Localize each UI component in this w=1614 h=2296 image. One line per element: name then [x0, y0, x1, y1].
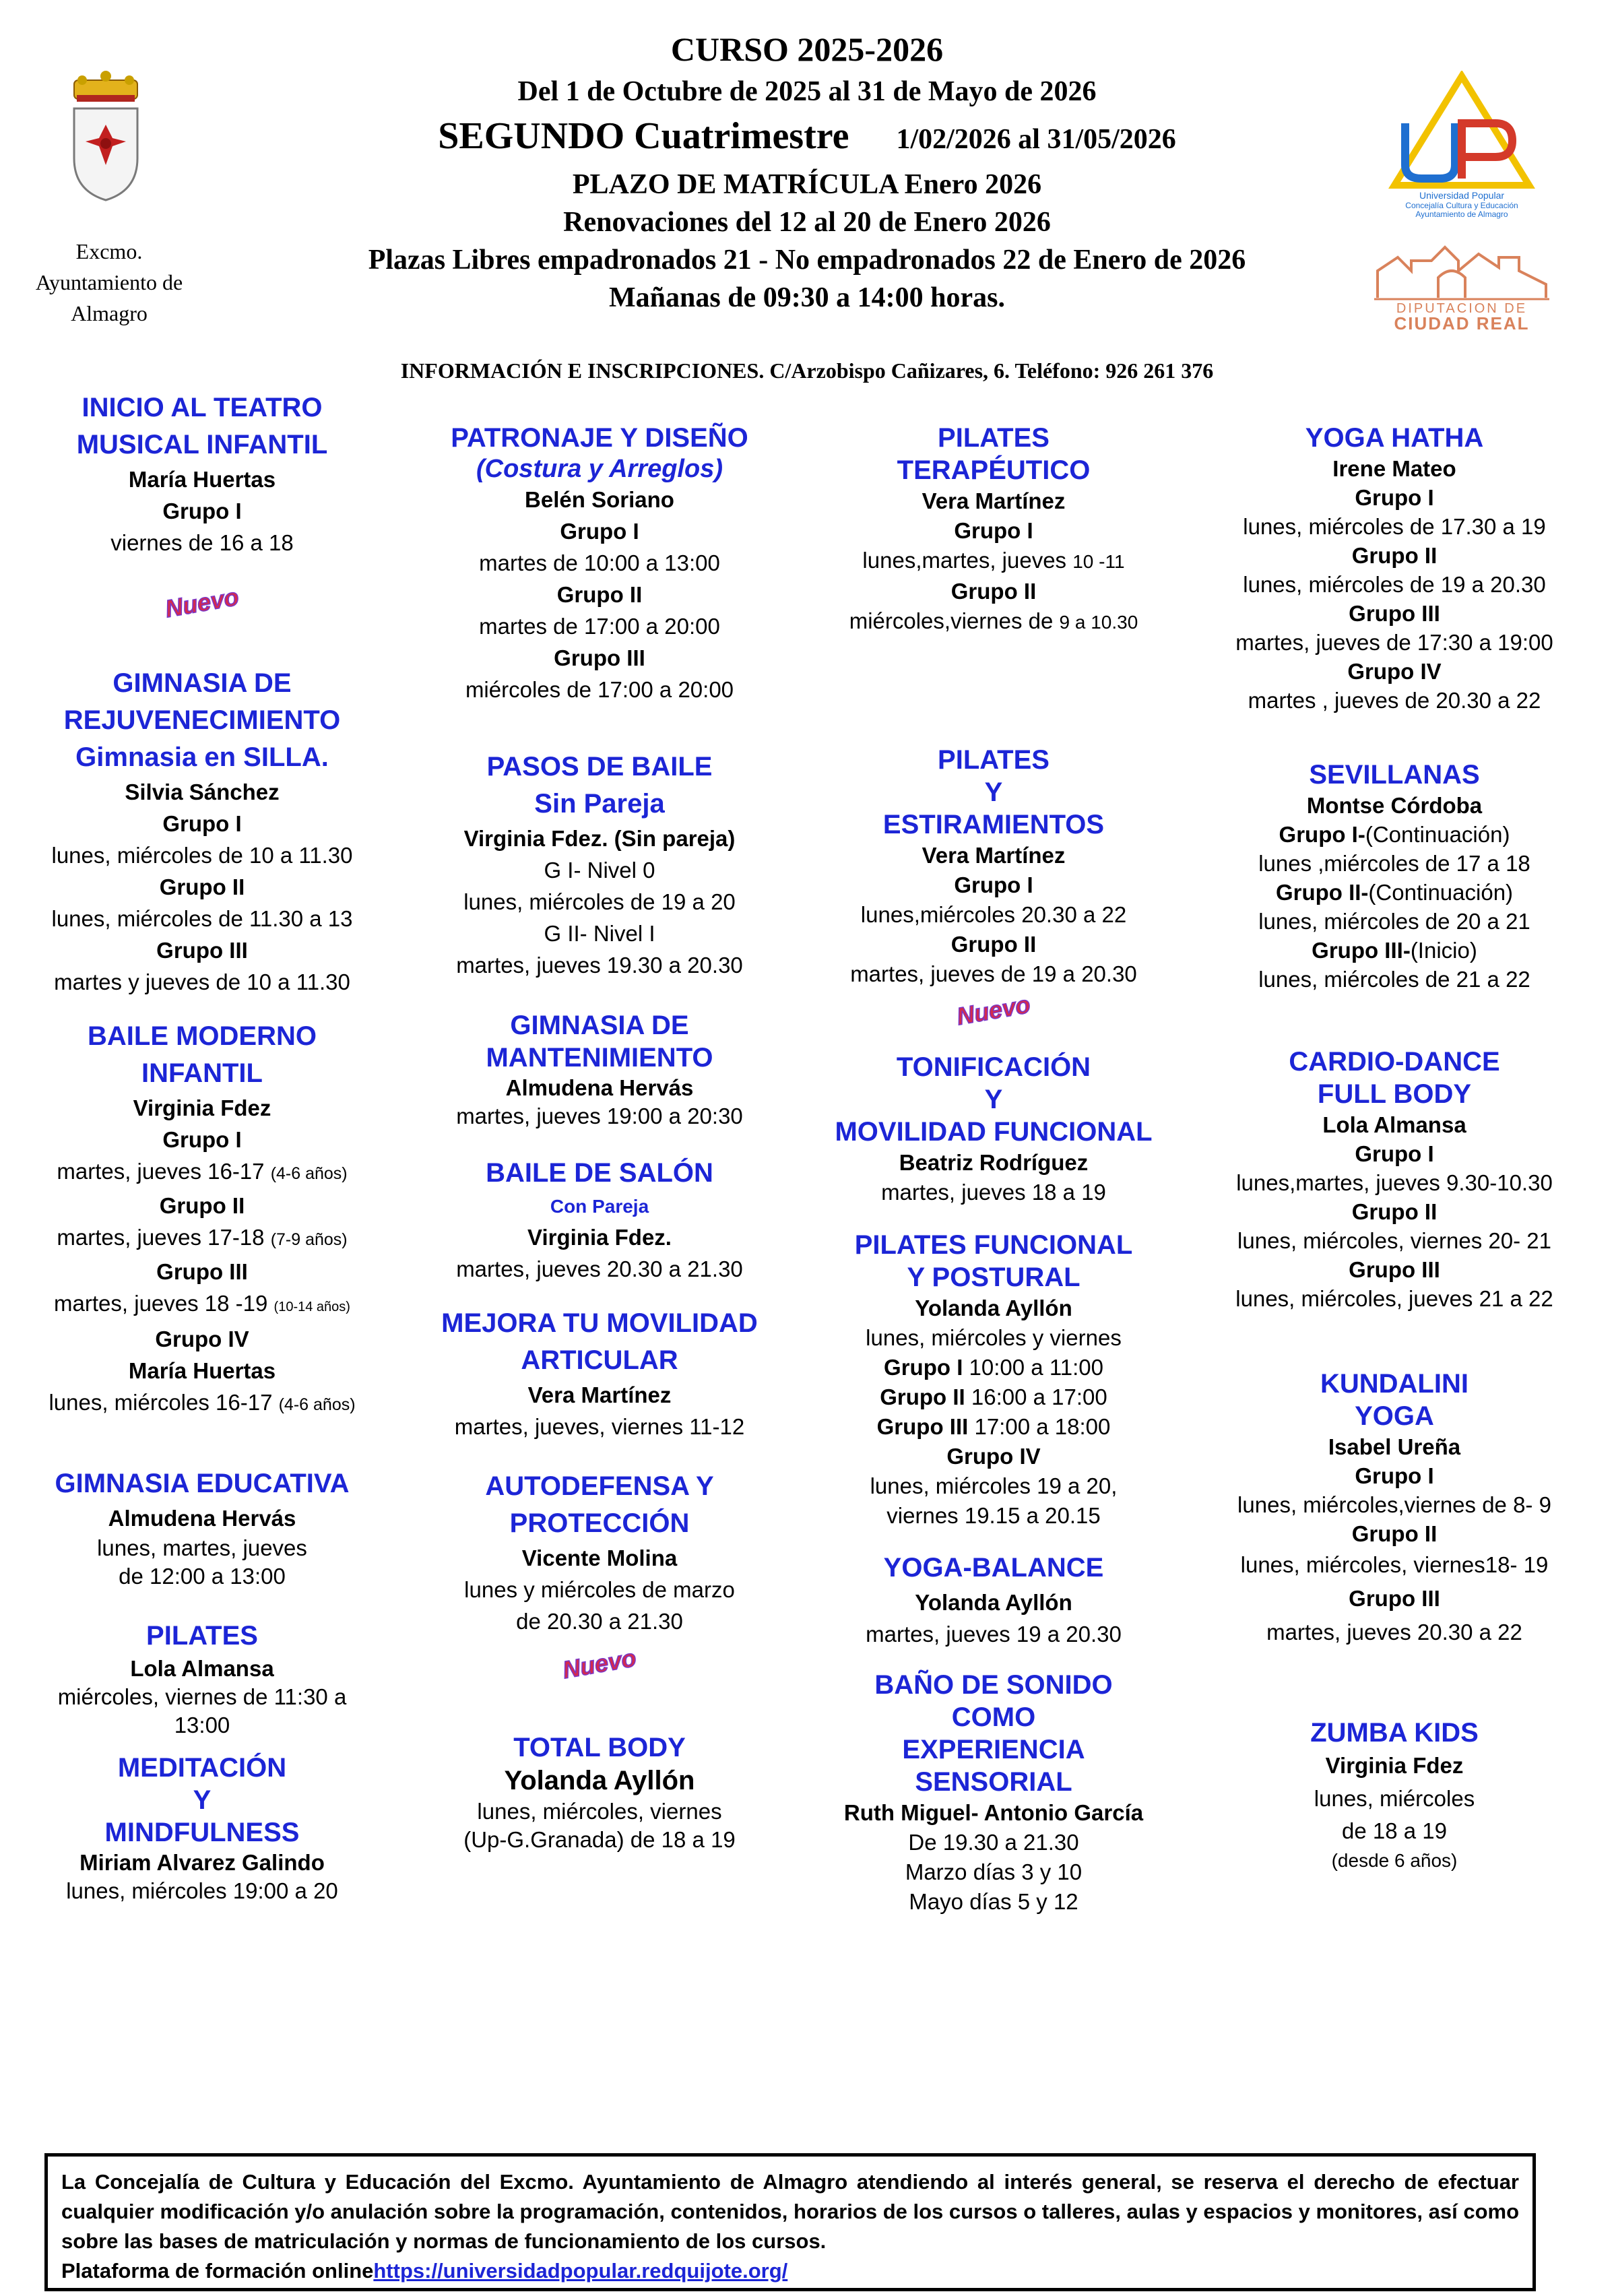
course-title: REJUVENECIMIENTO [63, 705, 341, 735]
group-label: Grupo I [1355, 1141, 1434, 1166]
schedule: lunes, miércoles de 10 a 11.30 [51, 843, 353, 868]
course-title: Y [984, 1085, 1003, 1114]
course-title: FULL BODY [1317, 1079, 1472, 1109]
teacher: Vera Martínez [922, 843, 1066, 868]
teacher: Yolanda Ayllón [915, 1296, 1072, 1320]
teacher: Silvia Sánchez [125, 779, 280, 804]
platform-line [61, 2256, 1519, 2286]
course-title: ZUMBA KIDS [1310, 1718, 1479, 1748]
course-title: YOGA-BALANCE [883, 1553, 1104, 1583]
teacher: Beatriz Rodríguez [899, 1150, 1089, 1175]
schedule: De 19.30 a 21.30 [908, 1830, 1079, 1855]
teacher: Vera Martínez [527, 1382, 672, 1407]
platform-link[interactable]: https://universidadpopular.redquijote.org/ [373, 2259, 788, 2283]
teacher: Isabel Ureña [1328, 1434, 1461, 1459]
course-patronaje [408, 422, 792, 705]
schedule: Grupo II 16:00 a 17:00 [880, 1384, 1107, 1409]
schedule-note: (desde 6 años) [1331, 1850, 1458, 1871]
course-tonificacion [802, 1051, 1186, 1207]
course-meditacion [7, 1752, 397, 1905]
course-zumba-kids [1192, 1717, 1596, 1874]
course-rejuvenecimiento [7, 665, 397, 998]
course-total-body [408, 1731, 792, 1854]
schedule: martes de 17:00 a 20:00 [479, 614, 720, 639]
schedule: martes, jueves 20.30 a 22 [1266, 1620, 1522, 1645]
course-title: ESTIRAMIENTOS [882, 810, 1105, 839]
schedule: de 20.30 a 21.30 [516, 1609, 683, 1634]
group-label: Grupo II [556, 582, 643, 607]
disclaimer-text: La Concejalía de Cultura y Educación del Excmo. Ayuntamiento de Almagro atendiendo al interés general, se reserva el derecho de efectuar cualquier modificación y/o anulación sobre la programación, contenidos, horarios de los cursos o talleres, aulas y espacios y monitores, así como sobre las bases de matriculación y normas de funcionamiento de los cursos. [61, 2170, 1519, 2253]
group-label: Grupo I [1355, 1463, 1434, 1488]
svg-text:Nuevo: Nuevo [162, 582, 241, 623]
course-pilates-estiramientos [802, 744, 1186, 989]
course-gimnasia-educativa [7, 1465, 397, 1591]
schedule: lunes, miércoles [1314, 1786, 1475, 1811]
town-hall-name [8, 236, 210, 329]
schedule: lunes, miércoles de 17.30 a 19 [1243, 514, 1546, 539]
group-label: Grupo III [156, 938, 248, 963]
group-label: G I- Nivel 0 [544, 858, 655, 883]
column-4 [1192, 422, 1596, 1874]
course-title: TONIFICACIÓN [896, 1052, 1091, 1082]
schedule: martes, jueves 19 a 20.30 [866, 1622, 1122, 1647]
group-label: Grupo IV [1347, 659, 1442, 684]
group-label: Grupo II [159, 874, 245, 899]
town-line-1: Excmo. [75, 239, 143, 263]
group-label: Grupo II [1351, 1521, 1438, 1546]
semester-range: 1/02/2026 al 31/05/2026 [896, 124, 1176, 155]
course-teatro [7, 389, 397, 559]
schedule: miércoles, viernes de 11:30 a [57, 1684, 347, 1709]
group-label: Grupo III [1349, 1257, 1440, 1282]
course-title: CURSO 2025-2026 [670, 30, 944, 68]
course-title: MUSICAL INFANTIL [76, 430, 328, 459]
group-label: Grupo IV [946, 1444, 1041, 1469]
info-address: INFORMACIÓN E INSCRIPCIONES. C/Arzobispo Cañizares, 6. Teléfono: 926 261 376 [400, 358, 1214, 383]
course-pilates-terapeutico [802, 422, 1186, 637]
course-title: PILATES FUNCIONAL [854, 1230, 1133, 1260]
course-title: INICIO AL TEATRO [82, 393, 323, 422]
schedule: lunes, miércoles, jueves 21 a 22 [1235, 1286, 1553, 1311]
group-label: Grupo II [950, 932, 1037, 957]
office-hours: Mañanas de 09:30 a 14:00 horas. [608, 282, 1006, 313]
schedule: martes, jueves, viernes 11-12 [454, 1414, 745, 1439]
course-yoga-hatha [1192, 422, 1596, 715]
teacher: Vera Martínez [922, 488, 1066, 513]
course-title: AUTODEFENSA Y [485, 1471, 714, 1501]
course-subtitle: Gimnasia en SILLA. [75, 742, 329, 772]
teacher: Virginia Fdez [1325, 1753, 1464, 1778]
town-line-2: Ayuntamiento de [35, 270, 183, 294]
group-label: Grupo II [950, 579, 1037, 604]
schedule: martes, jueves de 17:30 a 19:00 [1235, 630, 1553, 655]
schedule: lunes, miércoles, viernes18- 19 [1240, 1552, 1549, 1577]
group-label: Grupo II-(Continuación) [1275, 880, 1514, 905]
enrollment-period: PLAZO DE MATRÍCULA Enero 2026 [572, 169, 1042, 200]
course-title: YOGA HATHA [1305, 423, 1484, 453]
column-3 [802, 422, 1186, 1917]
group-label: Grupo I [162, 1127, 242, 1152]
svg-text:Ayuntamiento de Almagro: Ayuntamiento de Almagro [1415, 210, 1508, 219]
course-title: INFANTIL [141, 1058, 263, 1088]
schedule: lunes, miércoles de 19 a 20.30 [1243, 572, 1546, 597]
course-mantenimiento [408, 1009, 792, 1130]
teacher: Miriam Alvarez Galindo [79, 1850, 325, 1875]
course-title: MANTENIMIENTO [486, 1043, 713, 1073]
course-title: ARTICULAR [521, 1345, 678, 1375]
schedule: (Up-G.Granada) de 18 a 19 [463, 1827, 736, 1852]
teacher: Almudena Hervás [108, 1506, 296, 1531]
nuevo-badge-icon [950, 989, 1037, 1033]
schedule: martes, jueves 20.30 a 21.30 [456, 1256, 743, 1281]
group-label: Grupo I [560, 519, 639, 544]
course-title: PILATES [938, 745, 1050, 775]
schedule: Grupo III 17:00 a 18:00 [876, 1414, 1111, 1439]
schedule: lunes, miércoles, viernes [477, 1799, 722, 1824]
schedule: Grupo I 10:00 a 11:00 [884, 1355, 1103, 1380]
group-label: Grupo I [162, 499, 242, 523]
course-title: PATRONAJE Y DISEÑO [451, 423, 748, 453]
course-title: BAILE MODERNO [88, 1021, 317, 1051]
teacher: Yolanda Ayllón [504, 1766, 695, 1795]
course-subtitle: Sin Pareja [534, 789, 665, 819]
group-label: Grupo III [1349, 1586, 1440, 1611]
universidad-popular-logo [1381, 71, 1543, 219]
schedule: martes , jueves de 20.30 a 22 [1248, 688, 1541, 713]
teacher: Vicente Molina [521, 1545, 678, 1570]
schedule: lunes, miércoles de 11.30 a 13 [51, 906, 353, 931]
course-title: TOTAL BODY [513, 1733, 686, 1762]
schedule: 13:00 [174, 1713, 230, 1737]
schedule: de 12:00 a 13:00 [119, 1564, 286, 1589]
schedule: martes y jueves de 10 a 11.30 [54, 969, 350, 994]
schedule: lunes,martes, jueves 10 -11 [862, 548, 1125, 573]
schedule: martes, jueves 17-18 (7-9 años) [57, 1225, 348, 1250]
course-yoga-balance [802, 1550, 1186, 1650]
town-line-3: Almagro [71, 301, 148, 325]
teacher: Virginia Fdez [133, 1095, 271, 1120]
course-title: Y [984, 777, 1003, 807]
svg-text:Universidad Popular: Universidad Popular [1419, 190, 1505, 201]
group-label: Grupo III [554, 645, 645, 670]
course-title: TERAPÉUTICO [897, 455, 1091, 485]
course-title: GIMNASIA DE [510, 1011, 689, 1040]
course-cardio-dance [1192, 1046, 1596, 1314]
course-sevillanas [1192, 759, 1596, 994]
nuevo-badge-icon [556, 1643, 643, 1687]
course-title: BAÑO DE SONIDO [874, 1670, 1113, 1700]
schedule: miércoles de 17:00 a 20:00 [465, 677, 734, 702]
schedule: de 18 a 19 [1342, 1818, 1447, 1843]
svg-text:CIUDAD REAL: CIUDAD REAL [1394, 313, 1530, 331]
schedule: miércoles,viernes de 9 a 10.30 [849, 608, 1138, 633]
teacher: Montse Córdoba [1306, 793, 1483, 818]
disclaimer-box [44, 2153, 1536, 2291]
schedule: lunes,martes, jueves 9.30-10.30 [1236, 1170, 1553, 1195]
course-title: EXPERIENCIA [902, 1735, 1085, 1764]
course-title: PROTECCIÓN [509, 1508, 690, 1538]
course-title: Y [193, 1785, 212, 1815]
group-label: Grupo II [159, 1193, 245, 1218]
course-pilates-funcional [802, 1229, 1186, 1531]
group-label: Grupo III [156, 1259, 248, 1284]
teacher: Virginia Fdez. [527, 1225, 672, 1250]
schedule: Marzo días 3 y 10 [905, 1859, 1083, 1884]
teacher: María Huertas [128, 1358, 276, 1383]
nuevo-badge-icon [158, 581, 246, 626]
crest-icon [62, 71, 150, 205]
course-title: PILATES [938, 423, 1050, 453]
schedule: martes, jueves 19.30 a 20.30 [456, 953, 743, 978]
teacher: Virginia Fdez. (Sin pareja) [463, 826, 736, 851]
schedule: martes, jueves de 19 a 20.30 [850, 961, 1137, 986]
course-movilidad [408, 1305, 792, 1442]
schedule: viernes de 16 a 18 [110, 530, 294, 555]
course-pilates [7, 1618, 397, 1740]
course-title: MEJORA TU MOVILIDAD [441, 1308, 758, 1338]
svg-text:Nuevo: Nuevo [560, 1643, 639, 1684]
course-title: SEVILLANAS [1309, 760, 1480, 790]
course-baile-salon [408, 1155, 792, 1285]
teacher: Almudena Hervás [505, 1075, 694, 1100]
teacher: Lola Almansa [1322, 1112, 1466, 1137]
course-title: MINDFULNESS [104, 1818, 300, 1847]
teacher: Belén Soriano [525, 487, 674, 512]
course-title: MOVILIDAD FUNCIONAL [835, 1117, 1153, 1147]
schedule: martes, jueves 19:00 a 20:30 [456, 1104, 743, 1128]
group-label: Grupo I [954, 872, 1033, 897]
schedule: lunes, miércoles 16-17 (4-6 años) [49, 1390, 356, 1415]
column-1 [7, 389, 397, 1905]
schedule: Mayo días 5 y 12 [909, 1889, 1078, 1914]
schedule: martes, jueves 18 -19 (10-14 años) [54, 1291, 350, 1316]
diputacion-logo [1364, 237, 1559, 331]
group-label: Grupo I [162, 811, 242, 836]
teacher: Irene Mateo [1332, 456, 1456, 481]
course-title: COMO [951, 1702, 1036, 1732]
course-subtitle: Con Pareja [550, 1196, 649, 1217]
renewals-period: Renovaciones del 12 al 20 de Enero 2026 [563, 207, 1051, 238]
schedule: lunes, martes, jueves [97, 1535, 307, 1560]
schedule: martes, jueves 18 a 19 [881, 1180, 1106, 1205]
course-title: GIMNASIA EDUCATIVA [55, 1469, 350, 1498]
schedule: lunes, miércoles y viernes [866, 1325, 1122, 1350]
course-title: PASOS DE BAILE [486, 752, 713, 782]
group-label: Grupo I [1355, 485, 1434, 510]
course-kundalini [1192, 1368, 1596, 1649]
svg-text:DIPUTACION DE: DIPUTACION DE [1396, 301, 1528, 316]
course-title: BAILE DE SALÓN [486, 1158, 713, 1188]
course-subtitle: (Costura y Arreglos) [476, 455, 723, 483]
course-title: YOGA [1355, 1401, 1434, 1431]
schedule: lunes, miércoles 19 a 20, [870, 1473, 1118, 1498]
group-label: Grupo III [1349, 601, 1440, 626]
course-autodefensa [408, 1468, 792, 1637]
course-title: KUNDALINI [1320, 1369, 1468, 1399]
group-label: Grupo IV [155, 1327, 249, 1351]
schedule: lunes, miércoles de 21 a 22 [1258, 967, 1530, 992]
group-label: Grupo II [1351, 543, 1438, 568]
course-bano-sonido [802, 1669, 1186, 1917]
schedule: lunes,miércoles 20.30 a 22 [860, 902, 1127, 927]
teacher: Yolanda Ayllón [915, 1590, 1072, 1615]
schedule: viernes 19.15 a 20.15 [886, 1503, 1101, 1528]
semester-line [0, 115, 1614, 158]
group-label: G II- Nivel I [544, 921, 655, 946]
schedule: lunes y miércoles de marzo [464, 1577, 735, 1602]
course-title: Y POSTURAL [907, 1263, 1080, 1292]
schedule: martes, jueves 16-17 (4-6 años) [57, 1159, 348, 1184]
course-title: SENSORIAL [915, 1767, 1072, 1797]
platform-label: Plataforma de formación online [61, 2259, 374, 2283]
schedule: lunes, miércoles,viernes de 8- 9 [1237, 1492, 1551, 1517]
schedule: lunes, miércoles de 19 a 20 [463, 889, 736, 914]
schedule: lunes, miércoles 19:00 a 20 [66, 1878, 338, 1903]
course-pasos-baile [408, 748, 792, 981]
teacher: Ruth Miguel- Antonio García [843, 1800, 1144, 1825]
svg-text:Nuevo: Nuevo [954, 990, 1033, 1031]
schedule: martes de 10:00 a 13:00 [479, 550, 720, 575]
group-label: Grupo III-(Inicio) [1312, 938, 1477, 963]
column-2 [408, 422, 792, 1854]
schedule: lunes ,miércoles de 17 a 18 [1258, 851, 1530, 876]
teacher: Lola Almansa [130, 1656, 274, 1681]
group-label: Grupo I-(Continuación) [1279, 822, 1510, 847]
svg-text:Concejalía Cultura y Educación: Concejalía Cultura y Educación [1405, 201, 1518, 210]
free-places-period: Plazas Libres empadronados 21 - No empadronados 22 de Enero de 2026 [368, 245, 1246, 276]
teacher: María Huertas [128, 467, 276, 492]
course-title: PILATES [146, 1621, 258, 1651]
course-title: MEDITACIÓN [117, 1753, 287, 1783]
group-label: Grupo II [1351, 1199, 1438, 1224]
group-label: Grupo I [954, 518, 1033, 543]
schedule: lunes, miércoles de 20 a 21 [1258, 909, 1530, 934]
course-title: CARDIO-DANCE [1289, 1047, 1500, 1077]
schedule: lunes, miércoles, viernes 20- 21 [1237, 1228, 1551, 1253]
course-baile-moderno [7, 1018, 397, 1421]
course-title: GIMNASIA DE [112, 668, 292, 698]
semester-title: SEGUNDO Cuatrimestre [438, 115, 849, 157]
course-dates: Del 1 de Octubre de 2025 al 31 de Mayo de 2026 [517, 76, 1097, 107]
